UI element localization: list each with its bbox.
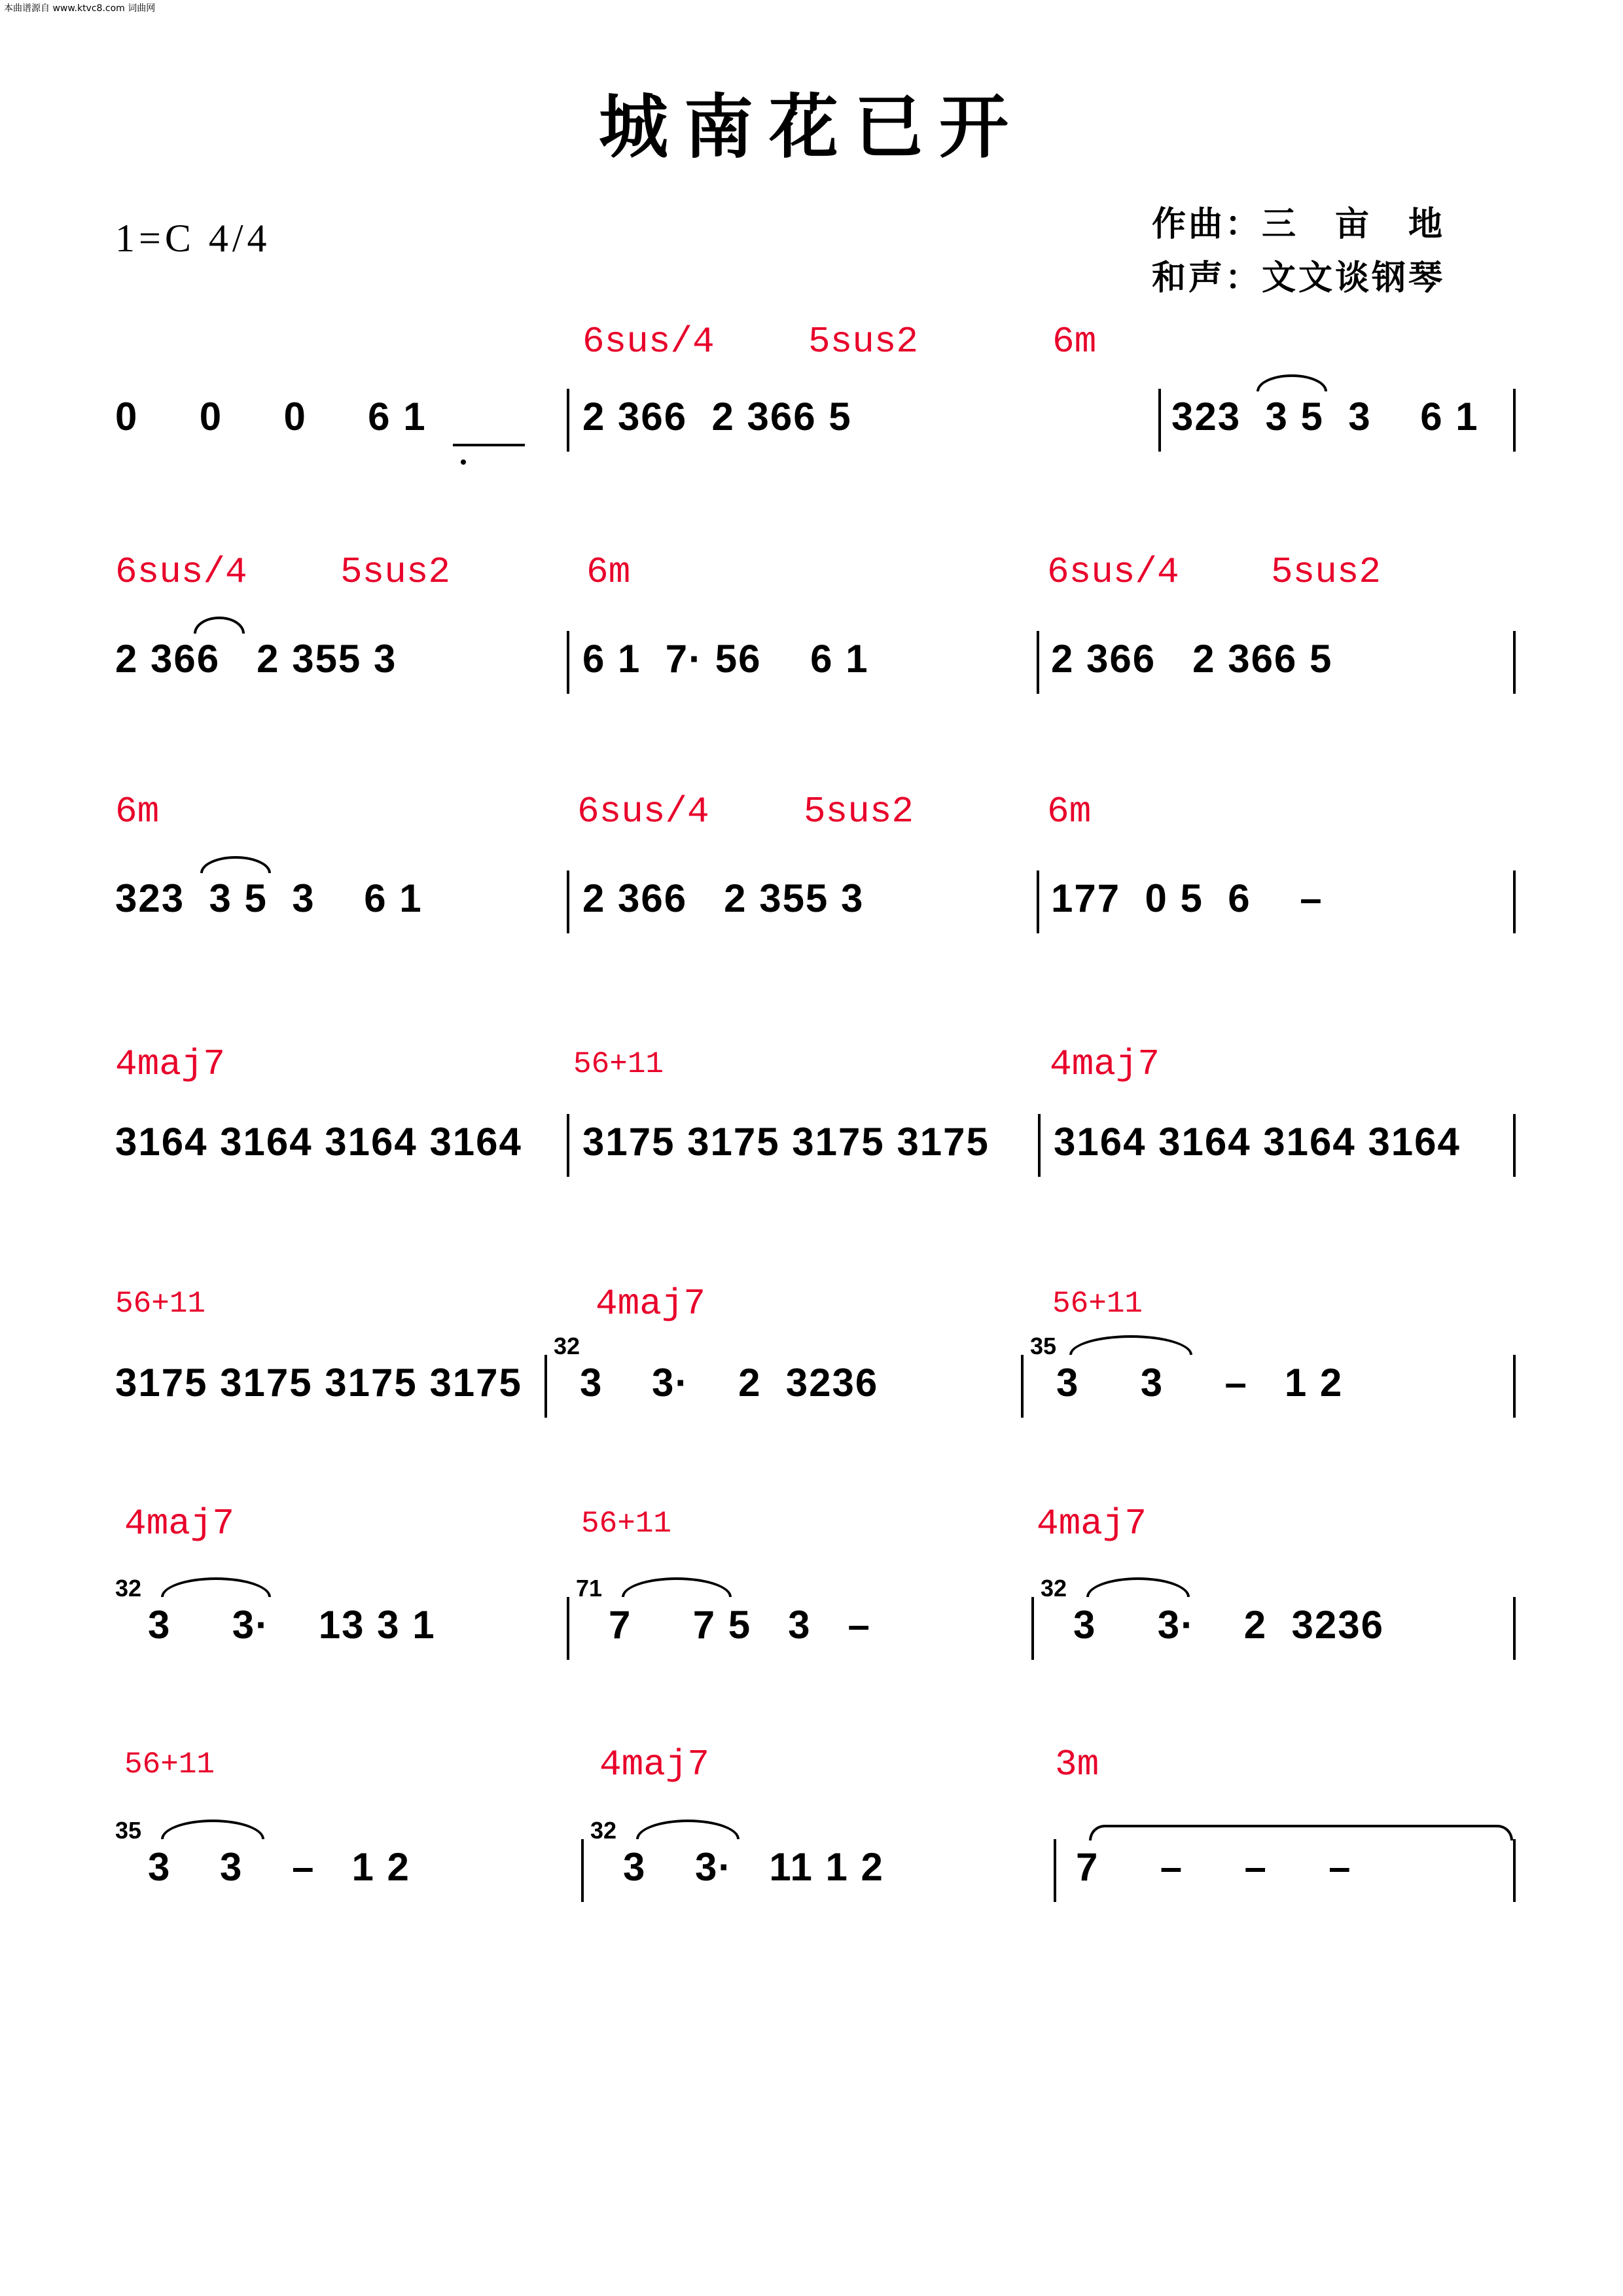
grace-notes: 32 — [554, 1333, 580, 1359]
measure-notes: 2 366 2 355 3 — [582, 876, 865, 920]
tie-slur — [161, 1820, 264, 1839]
notation-line — [115, 1111, 1516, 1183]
chord-symbol: 4maj7 — [115, 1043, 226, 1085]
grace-notes: 35 — [1030, 1333, 1057, 1359]
measure-notes: 2 366 2 366 5 — [1051, 637, 1333, 681]
measure — [1051, 628, 1509, 700]
barline — [1513, 1355, 1516, 1418]
chord-symbol: 56+11 — [115, 1287, 206, 1321]
measure-notes: 3164 3164 3164 3164 — [115, 1120, 522, 1164]
barline — [567, 389, 569, 452]
measure-notes: 3 3· 11 1 2 — [623, 1845, 884, 1889]
chord-symbol: 5sus2 — [808, 321, 919, 363]
measure — [115, 1817, 573, 1909]
measure-notes: 3 3· 2 3236 — [1073, 1603, 1384, 1647]
measure — [1063, 1837, 1514, 1909]
barline — [1037, 870, 1039, 933]
source-note: 本曲谱源自 www.ktvc8.com 词曲网 — [4, 3, 156, 14]
song-title: 城南花已开 — [599, 86, 1024, 168]
measure-notes: 7 – – – — [1076, 1845, 1352, 1889]
barline — [581, 1839, 584, 1902]
measure-notes: 323 3 5 3 6 1 — [115, 876, 423, 920]
notation-line — [115, 628, 1516, 700]
key-signature: 1=C 4/4 — [115, 217, 271, 260]
barline — [1513, 1839, 1516, 1902]
chord-symbol: 3m — [1055, 1744, 1099, 1785]
barline — [1513, 389, 1516, 452]
chord-symbol: 56+11 — [581, 1507, 672, 1541]
chord-symbol: 6sus/4 — [582, 321, 715, 363]
barline — [567, 870, 569, 933]
harmony-credit: 和声：文文谈钢琴 — [1152, 258, 1446, 298]
barline — [544, 1355, 547, 1418]
measure — [1171, 386, 1616, 458]
tie-slur — [636, 1820, 740, 1839]
barline — [567, 631, 569, 694]
chord-symbol: 4maj7 — [599, 1744, 710, 1785]
barline — [1038, 1114, 1041, 1177]
grace-notes: 35 — [115, 1817, 142, 1844]
barline — [1513, 870, 1516, 933]
measure — [554, 1333, 1005, 1424]
chord-symbol: 56+11 — [124, 1748, 215, 1782]
barline — [1031, 1597, 1034, 1660]
tie-slur — [1089, 1825, 1513, 1840]
measure-notes: 3 3· 2 3236 — [580, 1361, 879, 1405]
composer-credit: 作曲：三 亩 地 — [1152, 204, 1446, 244]
measure-notes: 3 3 – 1 2 — [1056, 1361, 1344, 1405]
measure — [1030, 1333, 1514, 1424]
grace-notes: 32 — [590, 1817, 617, 1844]
barline — [1513, 631, 1516, 694]
chord-symbol: 4maj7 — [124, 1503, 235, 1545]
measure-notes: 3175 3175 3175 3175 — [115, 1361, 522, 1405]
chord-symbol: 6sus/4 — [577, 791, 709, 833]
measure — [115, 1352, 541, 1424]
measure-notes: 0 0 0 6 1 — [115, 395, 427, 439]
grace-notes: 32 — [115, 1575, 142, 1602]
barline — [1037, 631, 1039, 694]
measure — [1054, 1111, 1512, 1183]
chord-symbol: 6m — [115, 791, 160, 833]
tie-slur — [622, 1577, 732, 1597]
measure — [115, 1575, 567, 1666]
tie-slur — [1257, 374, 1327, 391]
measure — [115, 868, 567, 940]
barline — [1021, 1355, 1024, 1418]
notation-line — [115, 868, 1516, 940]
chord-symbol: 4maj7 — [1050, 1043, 1160, 1085]
measure-notes: 6 1 7· 56 6 1 — [582, 637, 869, 681]
measure — [582, 1111, 1054, 1183]
measure — [1051, 868, 1509, 940]
barline — [567, 1597, 569, 1660]
measure-notes: 3 3· 13 3 1 — [148, 1603, 436, 1647]
chord-symbol: 5sus2 — [804, 791, 914, 833]
barline — [1513, 1597, 1516, 1660]
measure — [582, 386, 1158, 458]
notation-line — [115, 1817, 1516, 1909]
notation-line — [115, 1575, 1516, 1666]
measure-notes: 7 7 5 3 – — [609, 1603, 871, 1647]
measure-notes: 3164 3164 3164 3164 — [1054, 1120, 1461, 1164]
grace-notes: 71 — [576, 1575, 603, 1602]
measure — [115, 628, 567, 700]
tie-slur — [194, 617, 245, 634]
chord-symbol: 56+11 — [1052, 1287, 1143, 1321]
chord-symbol: 4maj7 — [596, 1283, 706, 1325]
measure-notes: 3175 3175 3175 3175 — [582, 1120, 990, 1164]
measure-notes: 323 3 5 3 6 1 — [1171, 395, 1479, 439]
chord-symbol: 6m — [586, 551, 631, 593]
chord-symbol: 6sus/4 — [115, 551, 247, 593]
barline — [1513, 1114, 1516, 1177]
eighth-beam — [453, 444, 525, 446]
measure-notes: 2 366 2 366 5 — [582, 395, 852, 439]
chord-symbol: 6m — [1047, 791, 1092, 833]
chord-symbol: 6m — [1052, 321, 1097, 363]
tie-slur — [161, 1577, 271, 1597]
barline — [567, 1114, 569, 1177]
notation-line — [115, 1333, 1516, 1424]
tie-slur — [1069, 1335, 1192, 1355]
measure — [115, 1111, 567, 1183]
measure — [590, 1817, 1048, 1909]
notation-line — [115, 386, 1516, 458]
barline — [1054, 1839, 1056, 1902]
tie-slur — [1086, 1577, 1190, 1597]
octave-dot-below — [461, 459, 466, 465]
measure-notes: 177 0 5 6 – — [1051, 876, 1323, 920]
chord-symbol: 4maj7 — [1037, 1503, 1147, 1545]
measure — [115, 386, 567, 458]
measure — [1041, 1575, 1512, 1666]
measure-notes: 2 366 2 355 3 — [115, 637, 397, 681]
chord-symbol: 5sus2 — [340, 551, 451, 593]
chord-symbol: 6sus/4 — [1047, 551, 1179, 593]
chord-symbol: 56+11 — [573, 1047, 664, 1081]
measure-notes: 3 3 – 1 2 — [148, 1845, 410, 1889]
tie-slur — [200, 856, 271, 873]
grace-notes: 32 — [1041, 1575, 1067, 1602]
chord-symbol: 5sus2 — [1271, 551, 1382, 593]
barline — [1158, 389, 1161, 452]
